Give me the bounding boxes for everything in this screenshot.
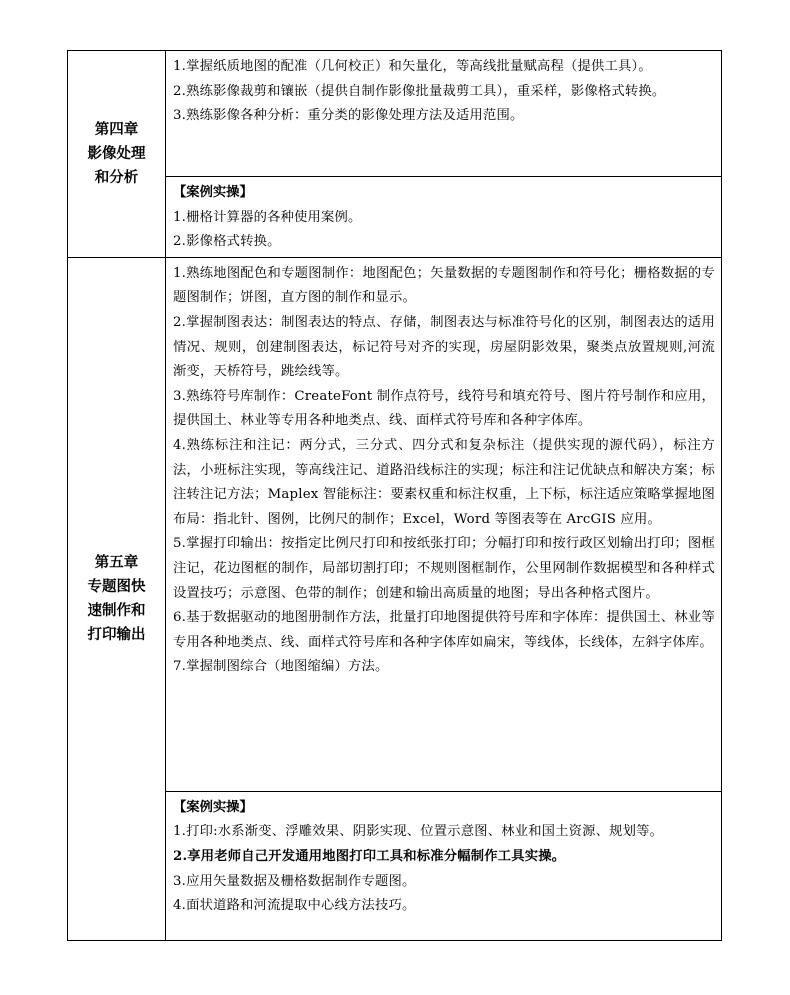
chapter-4-item-2: 2.熟练影像裁剪和镶嵌（提供自制作影像批量裁剪工具），重采样，影像格式转换。 (173, 83, 666, 99)
chapter-5-item-5: 5.掌握打印输出：按指定比例尺打印和按纸张打印；分幅打印和按行政区划输出打印；图框注记，花边图框的制作，局部切割打印；不规则图框制作，公里网制作数据模型和各种样式设置技巧；示意图、色带的制作；创建和输出高质量的地图；导出各种格式图片。 (173, 536, 715, 601)
chapter-5-title: 第五章 专题图快 速制作和 打印输出 (87, 553, 146, 643)
chapter-4-case (166, 177, 722, 258)
chapter-4-case-item-1: 1.栅格计算器的各种使用案例。 (173, 209, 362, 225)
chapter-5-case-item-1: 1.打印:水系渐变、浮雕效果、阴影实现、位置示意图、林业和国土资源、规划等。 (173, 824, 664, 840)
chapter-4-objectives (166, 51, 722, 177)
chapter-5-item-1: 1.熟练地图配色和专题图制作：地图配色；矢量数据的专题图制作和符号化；栅格数据的专题图制作；饼图，直方图的制作和显示。 (173, 265, 715, 306)
chapter-4-case-row (68, 177, 722, 258)
chapter-5-case-title: 【案例实操】 (173, 799, 253, 815)
chapter-4-title: 第四章 影像处理 和分析 (87, 120, 146, 186)
chapter-4-objectives-row (68, 51, 722, 177)
chapter-5-case (166, 791, 722, 940)
chapter-4-case-title: 【案例实操】 (173, 185, 253, 200)
chapter-5-item-3: 3.熟练符号库制作：CreateFont 制作点符号，线符号和填充符号、图片符号制作和应用，提供国土、林业等专用各种地类点、线、面样式符号库和各种字体库。 (173, 388, 715, 429)
chapter-4-cell (68, 51, 166, 258)
chapter-4-item-3: 3.熟练影像各种分析：重分类的影像处理方法及适用范围。 (173, 108, 524, 124)
syllabus-table (67, 50, 722, 941)
chapter-5-case-row (68, 791, 722, 940)
chapter-5-cell (68, 257, 166, 940)
chapter-5-objectives (166, 257, 722, 791)
chapter-5-case-item-3: 3.应用矢量数据及栅格数据制作专题图。 (173, 873, 416, 889)
chapter-5-item-6: 6.基于数据驱动的地图册制作方法，批量打印地图提供符号库和字体库：提供国土、林业等专用各种地类点、线、面样式符号库和各种字体库如扁宋，等线体，长线体，左斜字体库。 (173, 610, 715, 650)
chapter-5-item-2: 2.掌握制图表达：制图表达的特点、存储，制图表达与标准符号化的区别，制图表达的适用情况、规则，创建制图表达，标记符号对齐的实现，房屋阴影效果，聚类点放置规则,河流渐变，天桥符号，跳绘线等。 (173, 314, 715, 380)
chapter-5-item-4: 4.熟练标注和注记：两分式，三分式、四分式和复杂标注（提供实现的源代码），标注方法，小班标注实现，等高线注记、道路沿线标注的实现；标注和注记优缺点和解决方案；标注转注记方法；Maplex 智能标注：要素权重和标注权重，上下标，标注适应策略掌握地图布局：指北针、图例，比例尺的制作；Excel，Word 等图表等在 ArcGIS 应用。 (173, 437, 715, 527)
chapter-4-case-item-2: 2.影像格式转换。 (173, 234, 281, 250)
chapter-4-item-1: 1.掌握纸质地图的配准（几何校正）和矢量化，等高线批量赋高程（提供工具）。 (173, 59, 652, 74)
chapter-5-case-item-2: 2.享用老师自己开发通用地图打印工具和标准分幅制作工具实操。 (173, 848, 566, 864)
chapter-5-item-7: 7.掌握制图综合（地图缩编）方法。 (173, 659, 389, 675)
chapter-5-case-item-4: 4.面状道路和河流提取中心线方法技巧。 (173, 898, 416, 914)
chapter-5-objectives-row (68, 257, 722, 791)
